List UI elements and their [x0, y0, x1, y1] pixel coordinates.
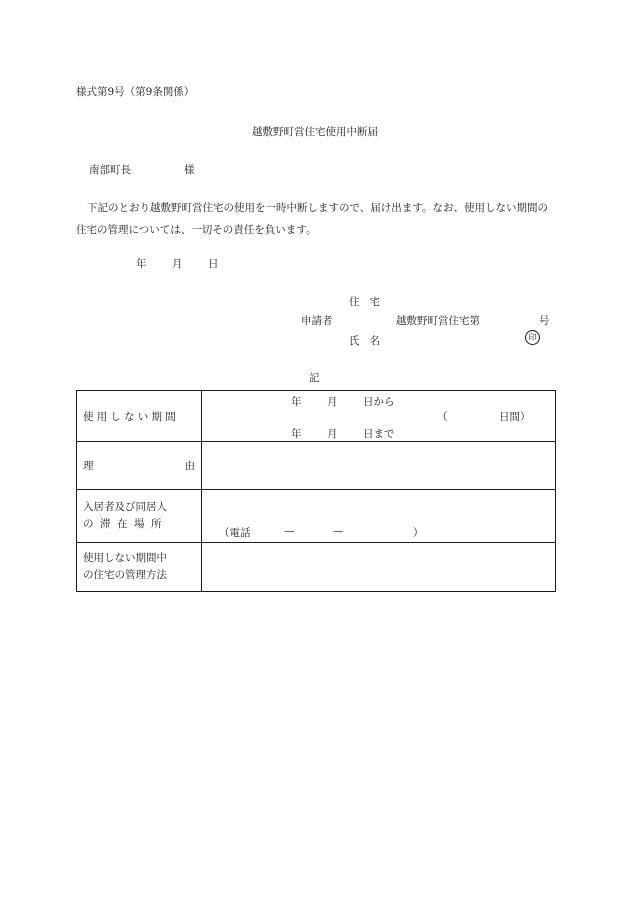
- period-label: [83, 409, 195, 424]
- estate-name: 越敷野町営住宅第: [396, 315, 480, 327]
- ki-heading: 記: [309, 372, 320, 384]
- management-value-cell[interactable]: [202, 543, 556, 592]
- management-label-line2: の住宅の管理方法: [83, 569, 167, 581]
- reason-label-cell: [77, 442, 202, 490]
- date-month-label: 月: [172, 258, 183, 270]
- to-month: 月: [327, 428, 338, 440]
- address-label: 住宅: [349, 296, 390, 308]
- details-table: [76, 390, 556, 592]
- reason-value-cell[interactable]: [202, 442, 556, 490]
- number-suffix: 号: [539, 315, 550, 327]
- stay-label-line1: 入居者及び同居人: [83, 501, 167, 513]
- date-year-label: 年: [136, 258, 147, 270]
- stay-value-cell[interactable]: [202, 490, 556, 543]
- from-day: 日から: [363, 396, 395, 408]
- from-month: 月: [327, 396, 338, 408]
- addressee: 南部町長: [89, 164, 131, 176]
- days-close: 日間）: [499, 411, 531, 423]
- date-day-label: 日: [208, 258, 219, 270]
- days-open: （: [437, 411, 448, 423]
- management-label-line1: 使用しない期間中: [83, 552, 167, 564]
- period-label-text: 使用しない期間: [83, 410, 179, 423]
- seal-mark: 印: [525, 330, 540, 345]
- phone-dash-2: —: [333, 525, 344, 537]
- phone-close: ）: [413, 527, 424, 539]
- management-label-cell: [77, 543, 202, 592]
- phone-open: （電話: [219, 527, 251, 539]
- stay-label-cell: [77, 490, 202, 543]
- stay-label-line2: の滞在場所: [83, 518, 168, 530]
- reason-label-2: 由: [184, 460, 195, 472]
- from-year: 年: [291, 396, 302, 408]
- notice-body: 下記のとおり越敷野町営住宅の使用を一時中断しますので、届け出ます。なお、使用しない期間の住宅の管理については、一切その責任を負います。: [76, 202, 548, 236]
- to-day: 日まで: [363, 428, 395, 440]
- management-row: [77, 543, 556, 592]
- period-row: [77, 391, 556, 442]
- applicant-label: 申請者: [301, 315, 333, 327]
- reason-label-1: 理: [83, 460, 94, 472]
- phone-dash-1: —: [284, 525, 295, 537]
- document-title: 越敷野町営住宅使用中断届: [252, 126, 378, 138]
- reason-row: [77, 442, 556, 490]
- addressee-suffix: 様: [184, 164, 195, 176]
- period-value-cell[interactable]: [202, 391, 556, 442]
- name-label: 氏名: [349, 335, 390, 347]
- form-number: 様式第9号（第9条関係）: [76, 86, 195, 98]
- stay-row: [77, 490, 556, 543]
- period-label-cell: [77, 391, 202, 442]
- to-year: 年: [291, 428, 302, 440]
